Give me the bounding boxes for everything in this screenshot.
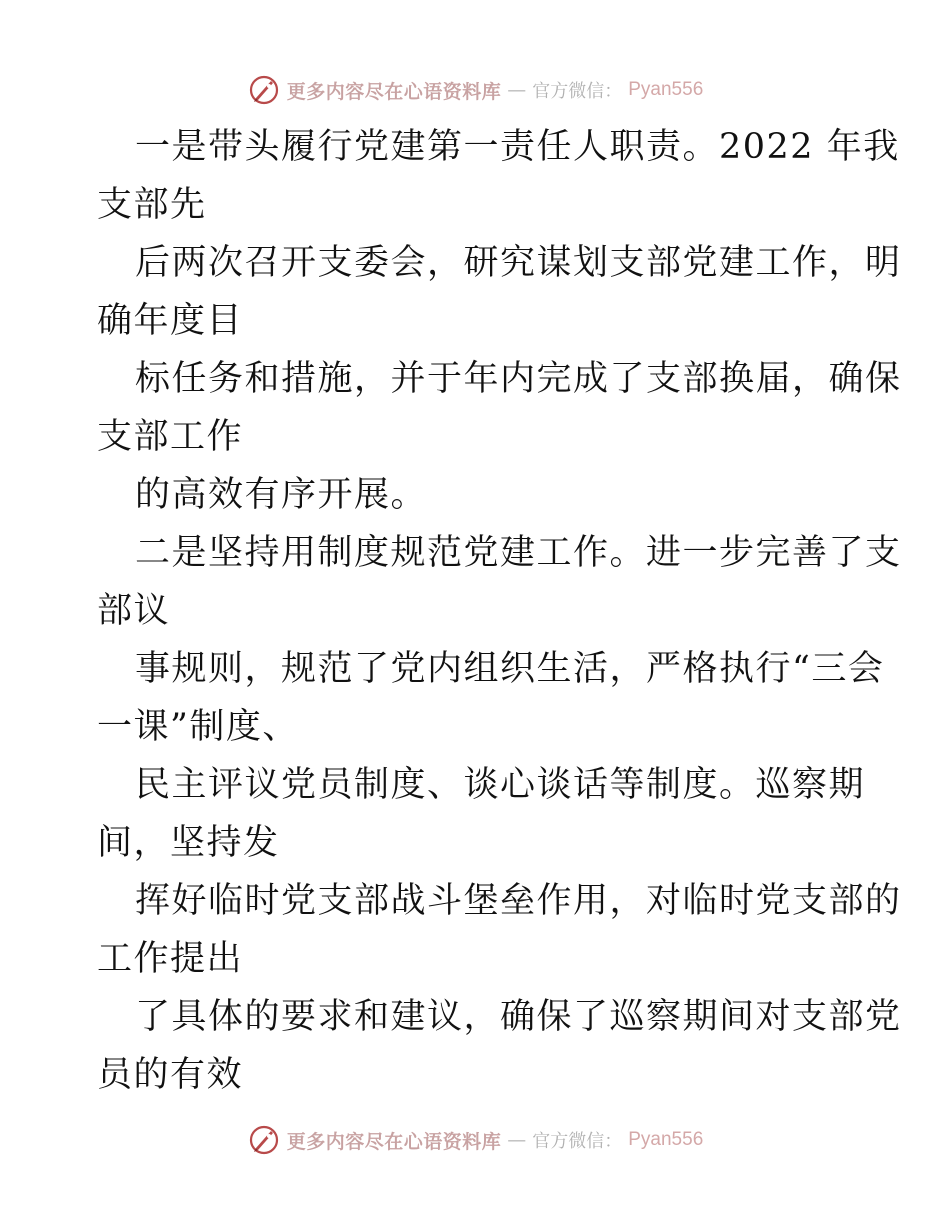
text-line: 了具体的要求和建议，确保了巡察期间对支部党 [135,997,902,1037]
text-line: 确年度目 [97,301,244,341]
watermark-wechat-id: Pyan556 [628,1129,704,1150]
text-line: 一是带头履行党建第一责任人职责。2022 年我 [135,127,900,167]
text-line: 事规则，规范了党内组织生活，严格执行“三会 [135,649,885,689]
footer-watermark [0,1120,950,1160]
text-line: 民主评议党员制度、谈心谈话等制度。巡察期 [135,765,866,805]
text-line: 的高效有序开展。 [135,475,428,515]
text-line: 后两次召开支委会，研究谋划支部党建工作，明 [135,243,902,283]
text-line: 挥好临时党支部战斗堡垒作用，对临时党支部的 [135,881,902,921]
watermark-dash: — [507,79,527,101]
text-line: 支部先 [97,185,207,225]
text-line: 间，坚持发 [97,823,280,863]
watermark-wechat-id: Pyan556 [628,79,704,100]
text-line: 员的有效 [97,1055,244,1095]
text-line: 支部工作 [97,417,244,457]
quill-logo-icon [247,73,281,107]
quill-logo-icon [247,1123,281,1157]
document-body [97,118,902,1104]
text-line: 一课”制度、 [97,707,299,747]
text-line: 部议 [97,591,171,631]
watermark-main-text: 更多内容尽在心语资料库 [286,1130,502,1153]
watermark-dash: — [507,1129,527,1151]
watermark-sub-text: 官方微信： [532,1131,623,1152]
text-line: 工作提出 [97,939,244,979]
text-line: 标任务和措施，并于年内完成了支部换届，确保 [135,359,902,399]
header-watermark [0,70,950,110]
watermark-main-text: 更多内容尽在心语资料库 [286,80,502,103]
text-line: 二是坚持用制度规范党建工作。进一步完善了支 [135,533,902,573]
watermark-sub-text: 官方微信： [532,81,623,102]
